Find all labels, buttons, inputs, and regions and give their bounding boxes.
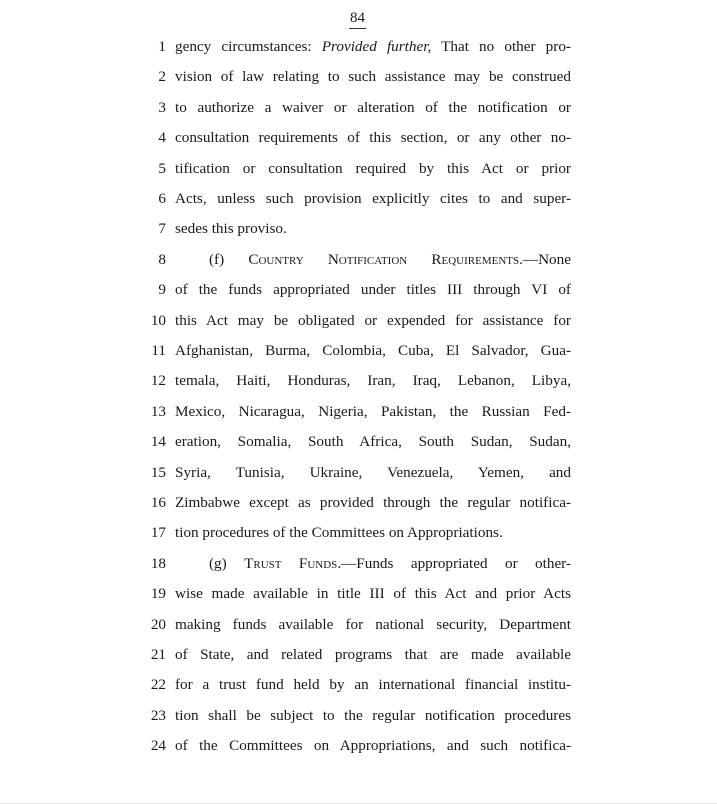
line-number: 1	[158, 38, 166, 55]
line-number: 12	[150, 372, 166, 390]
line-text: Afghanistan, Burma, Colombia, Cuba, El Salvador, Gua-	[175, 342, 571, 359]
section-heading: Country Notification Requirements	[248, 250, 520, 268]
line-text: of the funds appropriated under titles III through VI of	[175, 281, 571, 299]
text-line	[0, 427, 717, 457]
line-text: tification or consultation required by this Act or prior	[175, 159, 571, 177]
line-number: 8	[158, 250, 166, 268]
line-number: 3	[158, 98, 166, 116]
text-line	[0, 518, 717, 548]
text-line	[0, 488, 717, 518]
text-line	[0, 32, 717, 62]
line-number: 4	[158, 129, 166, 147]
line-text: gency circumstances: Provided further, That no other pro-	[175, 38, 571, 55]
text-line	[0, 245, 717, 275]
line-text: making funds available for national security, Department	[175, 615, 571, 633]
text-line	[0, 458, 717, 488]
line-text: Syria, Tunisia, Ukraine, Venezuela, Yemen, and	[175, 463, 571, 481]
text-line	[0, 336, 717, 366]
section-heading: Trust Funds	[244, 554, 338, 572]
line-number: 10	[150, 311, 166, 329]
line-number: 13	[150, 402, 166, 420]
line-number: 2	[158, 68, 166, 86]
text-line	[0, 610, 717, 640]
text-line	[0, 214, 717, 244]
line-number: 11	[151, 342, 166, 359]
line-text: vision of law relating to such assistance may be construed	[175, 68, 571, 86]
line-text: (g) Trust Funds.—Funds appropriated or other-	[209, 554, 571, 572]
line-number: 22	[150, 676, 166, 694]
text-line	[0, 366, 717, 396]
line-number: 20	[150, 615, 166, 633]
text-line	[0, 397, 717, 427]
line-number: 7	[158, 220, 166, 238]
text-line	[0, 731, 717, 761]
line-number: 16	[150, 494, 166, 511]
text-line	[0, 93, 717, 123]
line-text: to authorize a waiver or alteration of the notification or	[175, 98, 571, 116]
line-text: Acts, unless such provision explicitly cites to and super-	[175, 190, 571, 207]
line-text: tion shall be subject to the regular notification procedures	[175, 706, 571, 724]
text-line	[0, 670, 717, 700]
line-text: Zimbabwe except as provided through the regular notifica-	[175, 494, 571, 511]
text-line	[0, 275, 717, 305]
line-text: wise made available in title III of this Act and prior Acts	[175, 585, 571, 603]
line-number: 5	[158, 159, 166, 177]
line-text: Mexico, Nicaragua, Nigeria, Pakistan, the Russian Fed-	[175, 402, 571, 420]
line-text: eration, Somalia, South Africa, South Sudan, Sudan,	[175, 433, 571, 451]
text-line	[0, 123, 717, 153]
line-number: 15	[150, 463, 166, 481]
text-line	[0, 579, 717, 609]
line-text: consultation requirements of this section, or any other no-	[175, 129, 571, 147]
line-number: 6	[158, 190, 166, 207]
text-line	[0, 184, 717, 214]
line-number: 21	[150, 646, 166, 663]
text-line	[0, 62, 717, 92]
line-number: 19	[150, 585, 166, 603]
line-text: of the Committees on Appropriations, and such notifica-	[175, 737, 571, 755]
line-text: this Act may be obligated or expended for assistance for	[175, 311, 571, 329]
line-text: for a trust fund held by an international financial institu-	[175, 676, 571, 694]
line-text: temala, Haiti, Honduras, Iran, Iraq, Lebanon, Libya,	[175, 372, 571, 390]
text-line	[0, 549, 717, 579]
text-line	[0, 701, 717, 731]
line-text: tion procedures of the Committees on Appropriations.	[175, 524, 503, 542]
line-number: 18	[150, 554, 166, 572]
line-number: 23	[150, 706, 166, 724]
line-text: of State, and related programs that are made available	[175, 646, 571, 663]
italic-proviso: Provided further,	[321, 38, 432, 55]
text-line	[0, 306, 717, 336]
page-number: 84	[349, 8, 366, 29]
line-text: sedes this proviso.	[175, 220, 287, 238]
line-number: 24	[150, 737, 166, 755]
line-text: (f) Country Notification Requirements.—None	[209, 250, 571, 268]
line-number: 14	[150, 433, 166, 451]
text-line	[0, 154, 717, 184]
text-line	[0, 640, 717, 670]
line-number: 17	[150, 524, 166, 542]
line-number: 9	[158, 281, 166, 299]
